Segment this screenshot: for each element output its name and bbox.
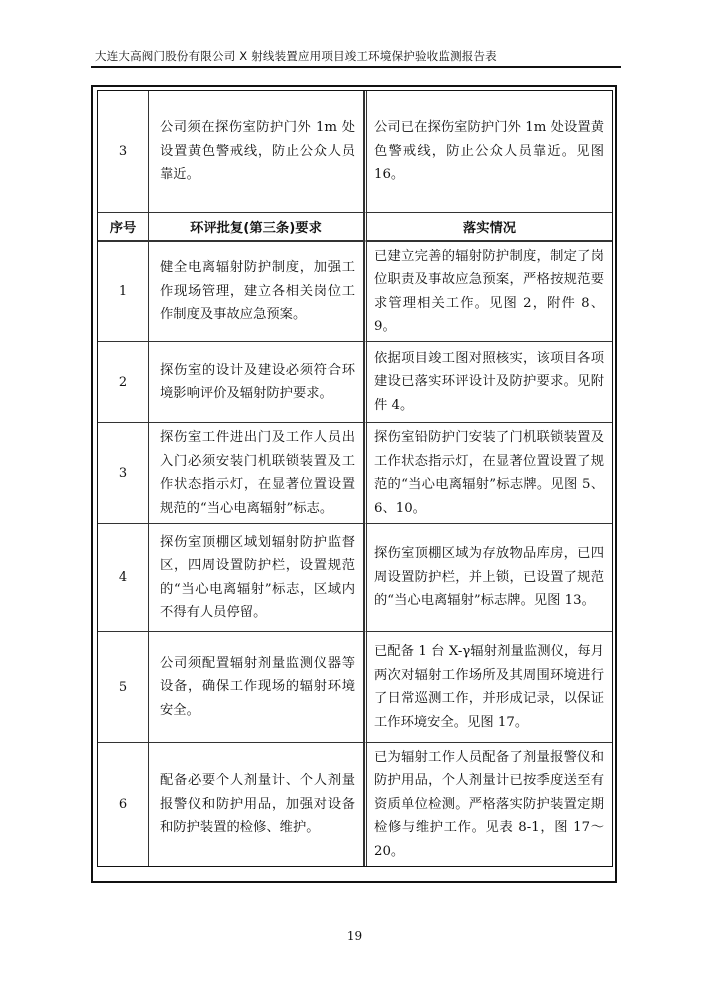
requirement-cell [149,743,364,866]
row-number: 2 [98,342,149,423]
table-row [98,91,612,213]
row-number: 3 [98,423,149,524]
requirement-cell [149,241,364,342]
table-row [98,342,612,423]
table-header-row [98,213,612,241]
requirement-text: 探伤室工件进出门及工作人员出入门必须安装门机联锁装置及工作状态指示灯，在显著位置设置规范的“当心电离辐射”标志。 [160,430,355,516]
requirement-cell [149,423,364,524]
table-row [98,743,612,866]
requirement-text: 探伤室的设计及建设必须符合环境影响评价及辐射防护要求。 [160,362,355,401]
requirement-cell [149,342,364,423]
implementation-cell [364,524,612,632]
requirement-text: 健全电离辐射防护制度，加强工作现场管理，建立各相关岗位工作制度及事故应急预案。 [160,260,355,323]
implementation-text: 探伤室铅防护门安装了门机联锁装置及工作状态指示灯，在显著位置设置了规范的“当心电离辐射”标志牌。见图 5、6、10。 [374,430,604,516]
implementation-text: 已为辐射工作人员配备了剂量报警仪和防护用品，个人剂量计已按季度送至有资质单位检测。严格落实防护装置定期检修与维护工作。见表 8-1，图 17～20。 [374,749,604,859]
requirement-cell [149,524,364,632]
column-header-requirement: 环评批复(第三条)要求 [149,213,364,241]
column-header-implementation: 落实情况 [364,213,612,241]
document-header-title: 大连大高阀门股份有限公司 X 射线装置应用项目竣工环境保护验收监测报告表 [95,49,497,63]
table-row [98,632,612,743]
implementation-text: 已配备 1 台 X-γ辐射剂量监测仪，每月两次对辐射工作场所及其周围环境进行了日常巡测工作，并形成记录，以保证工作环境安全。见图 17。 [374,644,604,730]
row-number: 4 [98,524,149,632]
implementation-cell [364,423,612,524]
requirement-text: 公司须在探伤室防护门外 1m 处设置黄色警戒线，防止公众人员靠近。 [160,120,355,183]
row-number: 1 [98,241,149,342]
requirement-text: 探伤室顶棚区域划辐射防护监督区，四周设置防护栏，设置规范的“当心电离辐射”标志，区域内不得有人员停留。 [160,534,355,620]
implementation-text: 已建立完善的辐射防护制度，制定了岗位职责及事故应急预案，严格按规范要求管理相关工作。见图 2，附件 8、9。 [374,248,604,334]
implementation-cell [364,342,612,423]
row-number: 5 [98,632,149,743]
page-number: 19 [346,929,363,943]
implementation-cell [364,632,612,743]
implementation-text: 探伤室顶棚区域为存放物品库房，已四周设置防护栏，并上锁，已设置了规范的“当心电离辐射”标志牌。见图 13。 [374,546,604,609]
row-number: 3 [98,91,149,213]
requirement-cell [149,91,364,213]
table-row [98,423,612,524]
implementation-cell [364,241,612,342]
implementation-cell [364,91,612,213]
row-number: 6 [98,743,149,866]
requirements-table [97,90,613,867]
implementation-text: 依据项目竣工图对照核实，该项目各项建设已落实环评设计及防护要求。见附件 4。 [374,350,604,413]
implementation-cell [364,743,612,866]
table-row [98,241,612,342]
requirement-cell [149,632,364,743]
requirement-text: 配备必要个人剂量计、个人剂量报警仪和防护用品，加强对设备和防护装置的检修、维护。 [160,773,355,836]
header-divider [91,66,621,68]
table-row [98,524,612,632]
requirement-text: 公司须配置辐射剂量监测仪器等设备，确保工作现场的辐射环境安全。 [160,655,355,718]
column-header-number: 序号 [98,213,149,241]
implementation-text: 公司已在探伤室防护门外 1m 处设置黄色警戒线，防止公众人员靠近。见图 16。 [374,120,604,183]
